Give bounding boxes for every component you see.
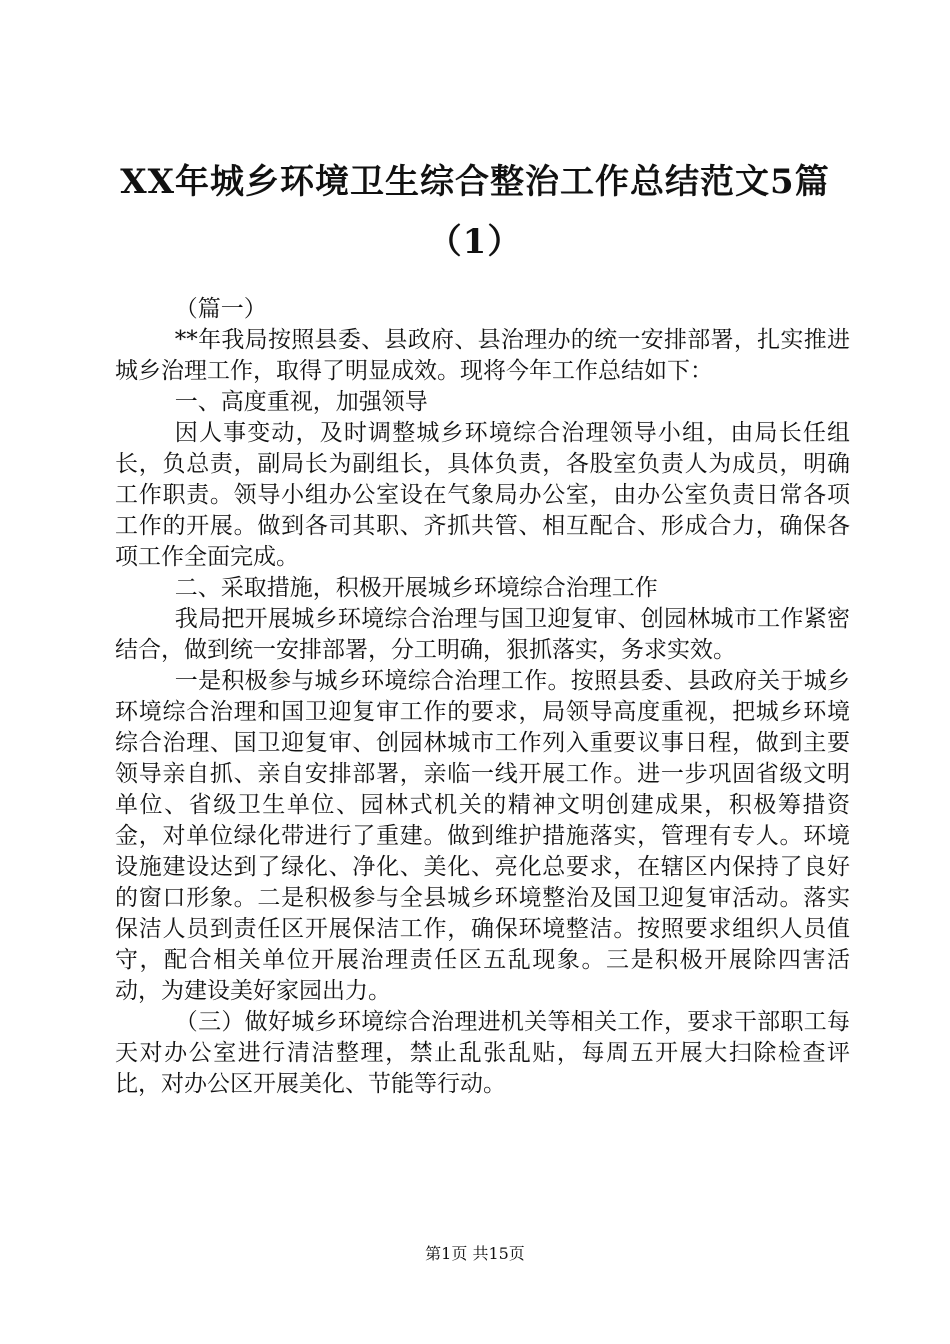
intro-paragraph: **年我局按照县委、县政府、县治理办的统一安排部署，扎实推进城乡治理工作，取得了明显成效。现将今年工作总结如下： [115,327,850,384]
section-heading-1: 一、高度重视，加强领导 [174,389,428,415]
body-paragraph: （三）做好城乡环境综合治理进机关等相关工作，要求干部职工每天对办公室进行清洁整理，禁止乱张乱贴，每周五开展大扫除检查评比，对办公区开展美化、节能等行动。 [115,1009,850,1097]
page-footer: 第1页 共15页 [425,1244,525,1263]
body-paragraph: 一是积极参与城乡环境综合治理工作。按照县委、县政府关于城乡环境综合治理和国卫迎复审工作的要求，局领导高度重视，把城乡环境综合治理、国卫迎复审、创园林城市工作列入重要议事日程，做到主要领导亲自抓、亲自安排部署，亲临一线开展工作。进一步巩固省级文明单位、省级卫生单位、园林式机关的精神文明创建成果，积极筹措资金，对单位绿化带进行了重建。做到维护措施落实，管理有专人。环境设施建设达到了绿化、净化、美化、亮化总要求，在辖区内保持了良好的窗口形象。二是积极参与全县城乡环境整治及国卫迎复审活动。落实保洁人员到责任区开展保洁工作，确保环境整洁。按照要求组织人员值守，配合相关单位开展治理责任区五乱现象。三是积极开展除四害活动，为建设美好家园出力。 [115,668,850,1004]
document-body [115,294,850,1100]
document-title-number: （1） [427,222,523,262]
body-paragraph: 因人事变动，及时调整城乡环境综合治理领导小组，由局长任组长，负总责，副局长为副组长，具体负责，各股室负责人为成员，明确工作职责。领导小组办公室设在气象局办公室，由办公室负责日常各项工作的开展。做到各司其职、齐抓共管、相互配合、形成合力，确保各项工作全面完成。 [115,420,850,570]
section-label: （篇一） [174,296,267,322]
document-title: XX年城乡环境卫生综合整治工作总结范文5篇 [120,162,830,202]
section-heading-2: 二、采取措施，积极开展城乡环境综合治理工作 [174,575,658,601]
body-paragraph: 我局把开展城乡环境综合治理与国卫迎复审、创园林城市工作紧密结合，做到统一安排部署，分工明确，狠抓落实，务求实效。 [115,606,850,663]
